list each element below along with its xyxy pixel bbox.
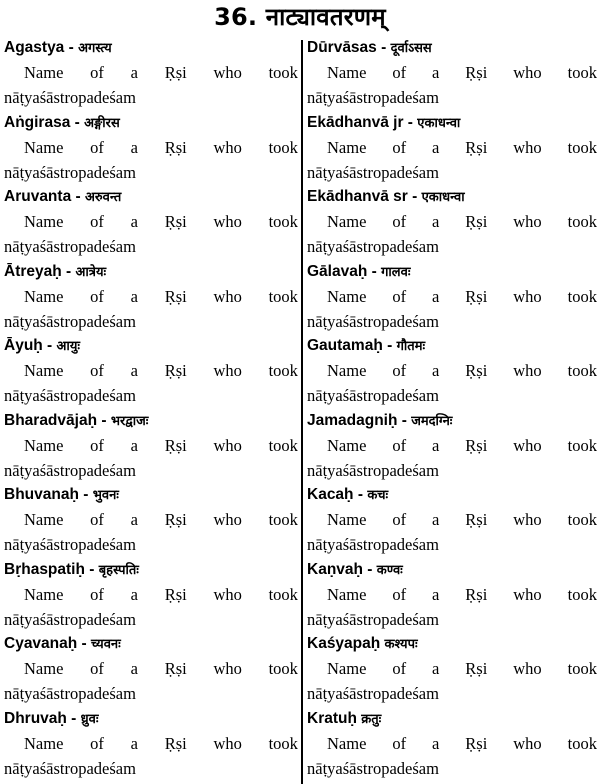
entry-name: Kacaḥ	[307, 486, 354, 503]
entry-devanagari: जमदग्निः	[411, 412, 453, 428]
desc-word: took	[268, 659, 298, 678]
desc-word: Ṛṣi	[465, 584, 488, 604]
entry-devanagari: दूर्वाऽसस	[390, 40, 432, 55]
entry-term: nāṭyaśāstropadeśam	[307, 88, 439, 107]
desc-word: of	[90, 435, 104, 455]
entry-separator: -	[403, 113, 418, 131]
desc-word: of	[392, 212, 407, 231]
entry-devanagari: भरद्वाजः	[110, 412, 149, 428]
desc-word: of	[392, 733, 407, 753]
entry-name: Kaśyapaḥ	[307, 635, 381, 652]
entry-description	[307, 656, 597, 681]
entry-heading	[4, 334, 298, 358]
entry-devanagari: भुवनः	[92, 487, 119, 502]
desc-word: Ṛṣi	[465, 435, 488, 455]
desc-word: of	[392, 137, 407, 157]
entry-heading	[4, 260, 298, 284]
desc-word: took	[268, 435, 298, 455]
glossary-entry	[307, 260, 597, 335]
glossary-entry	[4, 409, 298, 484]
desc-word: Ṛṣi	[164, 584, 187, 604]
entry-name: Aruvanta	[4, 188, 72, 205]
entry-separator: -	[71, 188, 85, 205]
desc-word: of	[392, 361, 407, 380]
desc-word: a	[130, 212, 138, 231]
entry-description	[307, 358, 597, 383]
entry-term: nāṭyaśāstropadeśam	[307, 311, 439, 331]
glossary-entry	[307, 334, 597, 409]
desc-word: took	[268, 212, 298, 231]
entry-heading	[307, 483, 597, 507]
entry-description	[4, 433, 298, 458]
desc-word: who	[513, 137, 542, 157]
desc-word: who	[513, 435, 542, 455]
entry-devanagari: च्यवनः	[91, 636, 121, 651]
desc-word: took	[567, 286, 597, 306]
desc-word: a	[432, 510, 440, 529]
glossary-entry	[4, 707, 298, 782]
desc-word: Name	[327, 659, 367, 678]
desc-word: Name	[24, 212, 64, 231]
entry-heading	[307, 260, 597, 284]
glossary-entry	[307, 558, 597, 633]
desc-word: of	[90, 584, 104, 604]
entry-description	[4, 582, 298, 607]
entry-description	[307, 582, 597, 607]
desc-word: who	[513, 63, 542, 82]
desc-word: Name	[24, 659, 64, 678]
entry-heading	[4, 185, 298, 209]
desc-word: Name	[327, 63, 367, 82]
entry-name: Ekādhanvā sr	[307, 188, 408, 205]
glossary-entry	[307, 483, 597, 558]
desc-word: of	[392, 659, 407, 678]
desc-word: who	[513, 286, 542, 306]
desc-word: Name	[327, 286, 367, 306]
entry-heading	[4, 409, 298, 433]
desc-word: Name	[24, 286, 64, 306]
entry-description	[4, 507, 298, 532]
desc-word: Ṛṣi	[164, 361, 187, 380]
glossary-entry	[307, 707, 597, 782]
desc-word: took	[567, 510, 597, 529]
entry-term: nāṭyaśāstropadeśam	[307, 535, 439, 554]
desc-word: a	[130, 137, 138, 157]
desc-word: Name	[327, 584, 367, 604]
desc-word: Ṛṣi	[164, 659, 187, 678]
desc-word: Name	[327, 510, 367, 529]
desc-word: Name	[327, 212, 367, 231]
entry-heading	[307, 36, 597, 60]
entry-devanagari: बृहस्पतिः	[98, 561, 139, 577]
entry-term: nāṭyaśāstropadeśam	[307, 758, 439, 778]
desc-word: took	[268, 137, 298, 157]
glossary-entry	[4, 185, 298, 260]
desc-word: who	[513, 733, 542, 753]
entry-separator: -	[84, 560, 99, 578]
entry-term: nāṭyaśāstropadeśam	[4, 162, 136, 182]
entry-devanagari: ध्रुवः	[80, 710, 99, 726]
desc-word: who	[213, 286, 242, 306]
entry-devanagari: कचः	[367, 487, 389, 502]
entry-name: Gautamaḥ	[307, 337, 383, 354]
desc-word: who	[213, 584, 242, 604]
desc-word: of	[90, 63, 104, 82]
entry-term: nāṭyaśāstropadeśam	[4, 386, 136, 405]
desc-word: who	[513, 584, 542, 604]
desc-word: Ṛṣi	[465, 137, 488, 157]
entry-term: nāṭyaśāstropadeśam	[307, 684, 439, 703]
desc-word: Ṛṣi	[164, 137, 187, 157]
entry-heading	[307, 409, 597, 433]
desc-word: Ṛṣi	[164, 63, 187, 82]
entry-term: nāṭyaśāstropadeśam	[307, 237, 439, 256]
column-divider	[301, 40, 303, 784]
entry-separator: -	[77, 635, 92, 652]
desc-word: Ṛṣi	[465, 212, 488, 231]
entry-separator: -	[376, 39, 391, 56]
desc-word: of	[90, 137, 104, 157]
desc-word: Ṛṣi	[465, 361, 488, 380]
desc-word: who	[213, 212, 242, 231]
right-column	[307, 36, 597, 781]
entry-devanagari: गालवः	[381, 263, 411, 279]
desc-word: took	[567, 733, 597, 753]
entry-term: nāṭyaśāstropadeśam	[4, 535, 136, 554]
entry-name: Dūrvāsas	[307, 39, 377, 56]
desc-word: took	[268, 63, 298, 82]
desc-word: a	[432, 286, 440, 306]
desc-word: a	[130, 361, 138, 380]
glossary-entry	[307, 36, 597, 111]
desc-word: took	[268, 733, 298, 753]
entry-description	[4, 358, 298, 383]
entry-description	[307, 433, 597, 458]
desc-word: Ṛṣi	[465, 659, 488, 678]
desc-word: of	[90, 659, 104, 678]
entry-description	[307, 135, 597, 160]
glossary-entry	[4, 483, 298, 558]
desc-word: of	[392, 286, 407, 306]
entry-name: Kaṇvaḥ	[307, 560, 363, 578]
desc-word: took	[567, 137, 597, 157]
entry-description	[4, 656, 298, 681]
desc-word: Ṛṣi	[465, 733, 488, 753]
desc-word: who	[213, 435, 242, 455]
desc-word: who	[213, 510, 242, 529]
entry-separator: -	[97, 411, 111, 429]
entry-description	[307, 731, 597, 756]
entry-term: nāṭyaśāstropadeśam	[307, 460, 439, 480]
entry-heading	[4, 707, 298, 731]
entry-name: Āyuḥ	[4, 337, 43, 354]
entry-description	[307, 60, 597, 85]
desc-word: a	[432, 361, 440, 380]
desc-word: a	[432, 63, 440, 82]
entry-name: Dhruvaḥ	[4, 709, 67, 727]
desc-word: took	[567, 659, 597, 678]
entry-term: nāṭyaśāstropadeśam	[4, 237, 136, 256]
desc-word: who	[213, 361, 242, 380]
desc-word: a	[432, 584, 440, 604]
entry-heading	[307, 558, 597, 582]
desc-word: Name	[327, 435, 367, 455]
desc-word: Ṛṣi	[465, 63, 488, 82]
desc-word: a	[130, 510, 138, 529]
desc-word: of	[90, 733, 104, 753]
entry-separator: -	[70, 113, 85, 131]
entry-separator: -	[367, 262, 382, 280]
desc-word: Ṛṣi	[164, 510, 187, 529]
desc-word: Name	[24, 137, 64, 157]
entry-name: Ātreyaḥ	[4, 262, 62, 280]
desc-word: who	[213, 63, 242, 82]
entry-term: nāṭyaśāstropadeśam	[4, 311, 136, 331]
desc-word: a	[130, 584, 138, 604]
desc-word: Name	[24, 733, 64, 753]
left-column	[4, 36, 298, 781]
entry-description	[307, 507, 597, 532]
desc-word: Name	[24, 510, 64, 529]
glossary-entry	[4, 260, 298, 335]
entry-term: nāṭyaśāstropadeśam	[4, 88, 136, 107]
entry-description	[307, 209, 597, 234]
entry-separator: -	[78, 486, 93, 503]
entry-term: nāṭyaśāstropadeśam	[307, 609, 439, 629]
desc-word: Name	[24, 361, 64, 380]
entry-heading	[307, 111, 597, 135]
entry-separator: -	[397, 411, 412, 429]
desc-word: a	[432, 212, 440, 231]
entry-devanagari: क्रतुः	[361, 710, 382, 726]
entry-name: Ekādhanvā jr	[307, 113, 404, 131]
desc-word: who	[513, 510, 542, 529]
entry-devanagari: एकाधन्वा	[421, 189, 465, 204]
desc-word: took	[567, 435, 597, 455]
desc-word: Name	[24, 435, 64, 455]
entry-term: nāṭyaśāstropadeśam	[4, 460, 136, 480]
entry-name: Gālavaḥ	[307, 262, 368, 280]
desc-word: a	[130, 659, 138, 678]
glossary-entry	[4, 334, 298, 409]
entry-heading	[4, 632, 298, 656]
desc-word: a	[130, 286, 138, 306]
entry-heading	[4, 36, 298, 60]
desc-word: of	[392, 584, 407, 604]
desc-word: Ṛṣi	[164, 733, 187, 753]
entry-devanagari: आत्रेयः	[75, 263, 107, 279]
desc-word: Name	[24, 63, 64, 82]
entry-term: nāṭyaśāstropadeśam	[307, 386, 439, 405]
entry-description	[4, 731, 298, 756]
desc-word: of	[392, 435, 407, 455]
entry-heading	[307, 334, 597, 358]
entry-devanagari: अङ्गीरस	[84, 114, 120, 130]
entry-term: nāṭyaśāstropadeśam	[4, 609, 136, 629]
desc-word: who	[513, 361, 542, 380]
glossary-entry	[4, 558, 298, 633]
entry-name: Aṅgirasa	[4, 113, 71, 131]
entry-separator: -	[382, 337, 397, 354]
desc-word: a	[130, 435, 138, 455]
desc-word: Name	[327, 137, 367, 157]
desc-word: took	[268, 510, 298, 529]
desc-word: of	[90, 361, 104, 380]
entry-devanagari: एकाधन्वा	[417, 114, 461, 130]
desc-word: who	[213, 659, 242, 678]
entry-description	[4, 209, 298, 234]
entry-devanagari: कण्वः	[376, 561, 403, 577]
entry-term: nāṭyaśāstropadeśam	[307, 162, 439, 182]
entry-name: Agastya	[4, 39, 65, 56]
entry-name: Bharadvājaḥ	[4, 411, 98, 429]
entry-separator: -	[42, 337, 57, 354]
desc-word: a	[432, 435, 440, 455]
entry-description	[4, 135, 298, 160]
desc-word: Name	[327, 361, 367, 380]
entry-heading	[4, 558, 298, 582]
desc-word: who	[513, 659, 542, 678]
entry-heading	[4, 483, 298, 507]
desc-word: took	[268, 286, 298, 306]
desc-word: Ṛṣi	[164, 286, 187, 306]
desc-word: a	[432, 659, 440, 678]
desc-word: a	[432, 137, 440, 157]
entry-separator: -	[407, 188, 422, 205]
desc-word: took	[567, 361, 597, 380]
desc-word: who	[213, 137, 242, 157]
desc-word: Ṛṣi	[465, 510, 488, 529]
desc-word: took	[268, 584, 298, 604]
desc-word: a	[130, 63, 138, 82]
desc-word: took	[567, 584, 597, 604]
desc-word: who	[513, 212, 542, 231]
glossary-entry	[307, 632, 597, 707]
desc-word: took	[567, 63, 597, 82]
glossary-entry	[307, 185, 597, 260]
entry-devanagari: आयुः	[56, 338, 80, 353]
desc-word: of	[392, 63, 407, 82]
entry-description	[307, 284, 597, 309]
desc-word: who	[213, 733, 242, 753]
entry-name: Kratuḥ	[307, 709, 357, 727]
entry-heading	[307, 185, 597, 209]
entry-description	[4, 284, 298, 309]
entry-heading	[4, 111, 298, 135]
entry-name: Jamadagniḥ	[307, 411, 398, 429]
entry-name: Bṛhaspatiḥ	[4, 560, 85, 578]
entry-devanagari: अगस्त्य	[78, 40, 112, 55]
entry-separator: -	[64, 39, 79, 56]
page-title: 36. नाट्यावतरणम्	[214, 3, 386, 31]
glossary-entry	[4, 36, 298, 111]
desc-word: of	[90, 212, 104, 231]
desc-word: Ṛṣi	[164, 212, 187, 231]
entry-separator: -	[363, 560, 377, 578]
desc-word: took	[567, 212, 597, 231]
desc-word: Name	[24, 584, 64, 604]
entry-name: Bhuvanaḥ	[4, 486, 79, 503]
entry-name: Cyavanaḥ	[4, 635, 78, 652]
entry-separator: -	[353, 486, 368, 503]
entry-heading	[307, 707, 597, 731]
entry-devanagari: अरुवन्त	[84, 189, 122, 204]
entry-description	[4, 60, 298, 85]
desc-word: of	[90, 286, 104, 306]
entry-devanagari: कश्यपः	[384, 636, 418, 651]
desc-word: of	[392, 510, 407, 529]
desc-word: of	[90, 510, 104, 529]
desc-word: took	[268, 361, 298, 380]
entry-devanagari: गौतमः	[396, 338, 426, 353]
desc-word: a	[130, 733, 138, 753]
entry-separator: -	[61, 262, 76, 280]
glossary-entry	[4, 632, 298, 707]
entry-separator: -	[66, 709, 81, 727]
entry-term: nāṭyaśāstropadeśam	[4, 684, 136, 703]
glossary-entry	[307, 409, 597, 484]
glossary-entry	[4, 111, 298, 186]
desc-word: Ṛṣi	[465, 286, 488, 306]
entry-term: nāṭyaśāstropadeśam	[4, 758, 136, 778]
desc-word: Ṛṣi	[164, 435, 187, 455]
entry-heading	[307, 632, 597, 656]
glossary-entry	[307, 111, 597, 186]
desc-word: Name	[327, 733, 367, 753]
desc-word: a	[432, 733, 440, 753]
